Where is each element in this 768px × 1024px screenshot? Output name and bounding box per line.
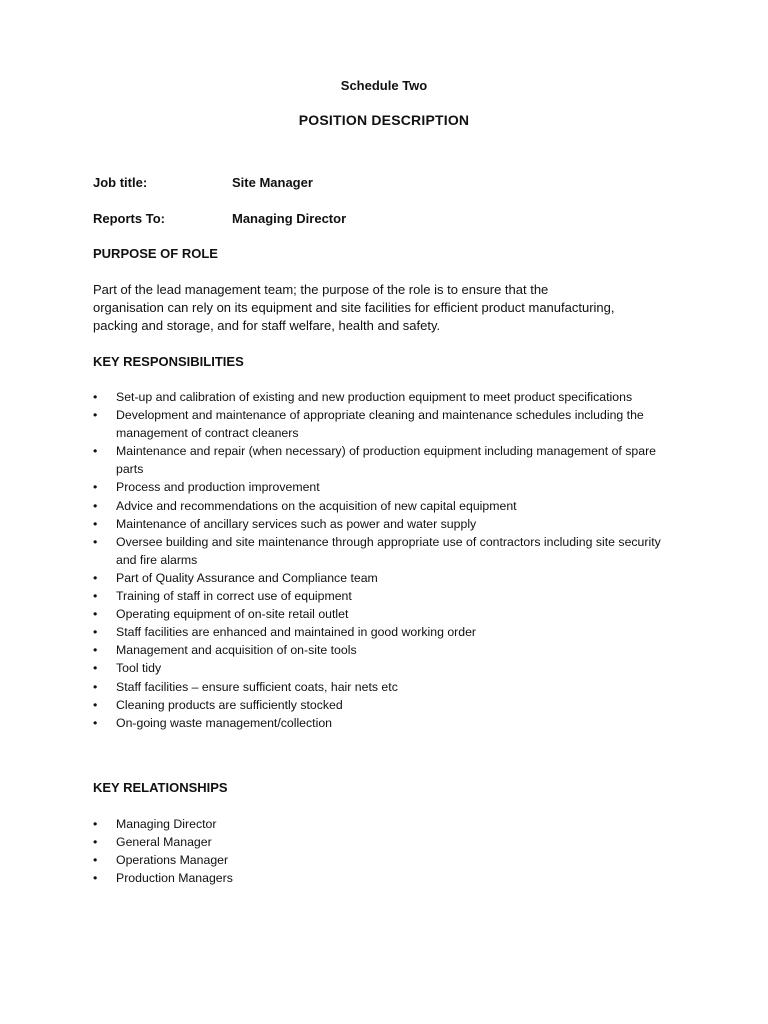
purpose-heading: PURPOSE OF ROLE (93, 246, 218, 261)
list-item (93, 678, 678, 696)
list-item-text: Training of staff in correct use of equipment (116, 589, 352, 604)
purpose-line: organisation can rely on its equipment and site facilities for efficient product manufacturing, (93, 300, 615, 315)
bullet-icon: • (93, 534, 98, 549)
document-title: POSITION DESCRIPTION (298, 112, 470, 128)
bullet-icon: • (93, 661, 98, 676)
reports-to-value: Managing Director (232, 211, 347, 226)
list-item (93, 851, 693, 869)
purpose-line: Part of the lead management team; the purpose of the role is to ensure that the (93, 282, 549, 297)
bullet-icon: • (93, 835, 98, 850)
relationships-heading: KEY RELATIONSHIPS (93, 780, 228, 795)
list-item (93, 833, 693, 851)
bullet-icon: • (93, 697, 98, 712)
bullet-icon: • (93, 480, 98, 495)
list-item-text: Set-up and calibration of existing and new production equipment to meet product specifications (116, 390, 633, 404)
list-item-text: General Manager (116, 835, 212, 850)
list-item-text: Staff facilities – ensure sufficient coats, hair nets etc (116, 679, 398, 694)
bullet-icon: • (93, 498, 98, 513)
bullet-icon: • (93, 871, 98, 886)
list-item (93, 569, 678, 587)
list-item-text: Maintenance and repair (when necessary) of production equipment including management of spare parts (116, 444, 657, 477)
bullet-icon: • (93, 625, 98, 640)
list-item-text: Cleaning products are sufficiently stocked (116, 697, 343, 712)
bullet-icon: • (93, 817, 98, 831)
bullet-icon: • (93, 853, 98, 868)
list-item (93, 406, 678, 442)
list-item-text: Management and acquisition of on-site tools (116, 643, 357, 658)
bullet-icon: • (93, 444, 98, 459)
bullet-icon: • (93, 390, 98, 404)
list-item (93, 815, 693, 833)
bullet-icon: • (93, 589, 98, 604)
list-item (93, 533, 678, 569)
bullet-icon: • (93, 570, 98, 585)
list-item-text: Operating equipment of on-site retail outlet (116, 607, 349, 622)
list-item (93, 515, 678, 533)
list-item-text: Oversee building and site maintenance through appropriate use of contractors including site security and fire alarms (116, 534, 661, 567)
bullet-icon: • (93, 715, 98, 730)
list-item-text: Staff facilities are enhanced and maintained in good working order (116, 625, 477, 640)
bullet-icon: • (93, 607, 98, 622)
list-item-text: Operations Manager (116, 853, 229, 868)
job-title-label: Job title: (93, 175, 148, 190)
list-item (93, 605, 678, 623)
list-item (93, 497, 678, 515)
list-item (93, 587, 678, 605)
list-item-text: Tool tidy (116, 661, 162, 676)
list-item-text: Part of Quality Assurance and Compliance team (116, 570, 378, 585)
list-item (93, 442, 678, 478)
list-item (93, 869, 693, 887)
job-title-value: Site Manager (232, 175, 313, 190)
reports-to-label: Reports To: (93, 211, 165, 226)
list-item-text: Advice and recommendations on the acquisition of new capital equipment (116, 498, 517, 513)
purpose-line: packing and storage, and for staff welfare, health and safety. (93, 318, 441, 333)
list-item (93, 478, 678, 496)
list-item (93, 388, 678, 406)
bullet-icon: • (93, 516, 98, 531)
list-item (93, 696, 678, 714)
list-item-text: Production Managers (116, 871, 233, 886)
relationships-list (93, 815, 693, 887)
list-item-text: On-going waste management/collection (116, 715, 333, 730)
reports-to-row (93, 211, 346, 226)
list-item-text: Development and maintenance of appropriate cleaning and maintenance schedules including the management of contract cleaners (116, 408, 644, 441)
purpose-paragraph (93, 281, 693, 335)
list-item (93, 623, 678, 641)
list-item-text: Managing Director (116, 817, 217, 831)
responsibilities-list (93, 388, 678, 732)
bullet-icon: • (93, 408, 98, 423)
bullet-icon: • (93, 643, 98, 658)
list-item (93, 659, 678, 677)
list-item-text: Process and production improvement (116, 480, 320, 495)
job-title-row (93, 175, 313, 190)
list-item (93, 714, 678, 732)
list-item-text: Maintenance of ancillary services such as power and water supply (116, 516, 477, 531)
list-item (93, 641, 678, 659)
bullet-icon: • (93, 679, 98, 694)
schedule-title: Schedule Two (340, 78, 428, 93)
responsibilities-heading: KEY RESPONSIBILITIES (93, 354, 244, 369)
